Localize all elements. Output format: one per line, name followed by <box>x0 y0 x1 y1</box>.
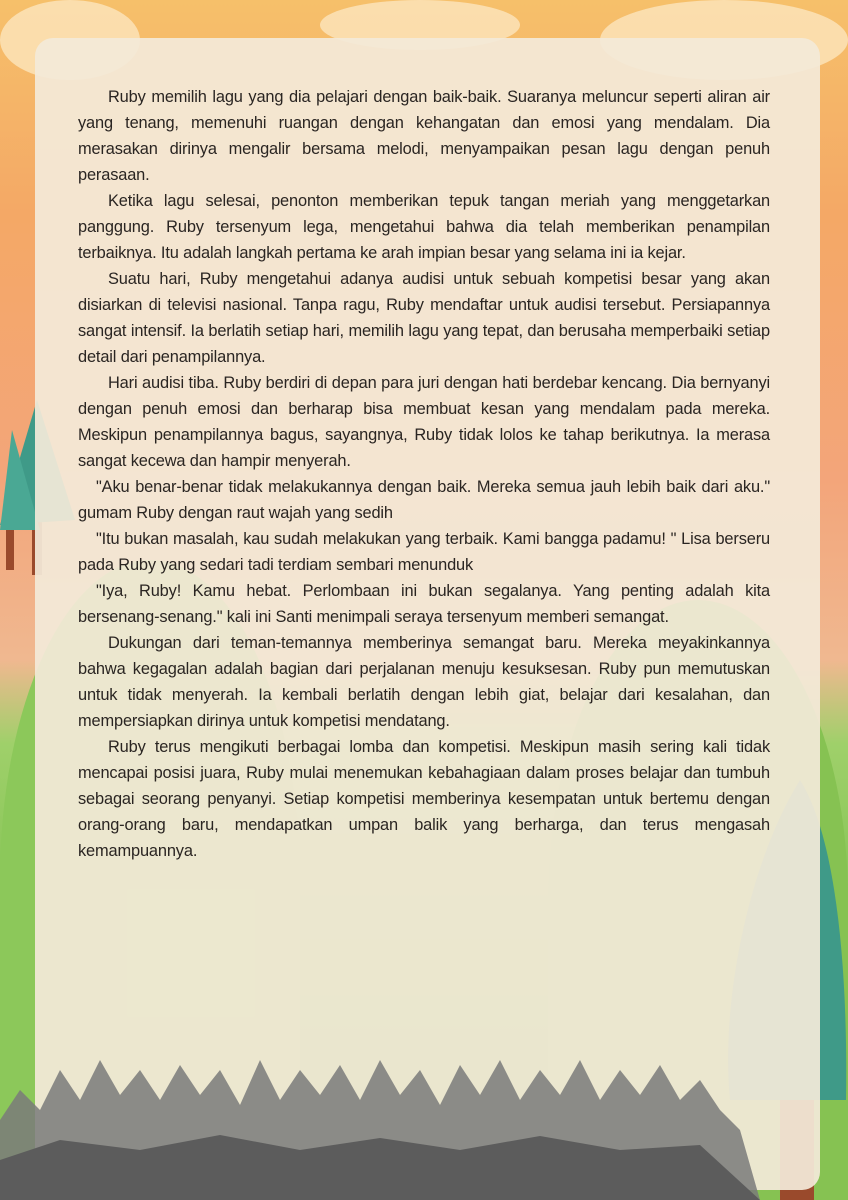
paragraph: "Iya, Ruby! Kamu hebat. Perlombaan ini bukan segalanya. Yang penting adalah kita bersenang-senang." kali ini Santi menimpali seraya tersenyum memberi semangat. <box>78 582 770 626</box>
story-text <box>78 84 770 864</box>
paragraph: Suatu hari, Ruby mengetahui adanya audisi untuk sebuah kompetisi besar yang akan disiarkan di televisi nasional. Tanpa ragu, Ruby mendaftar untuk audisi tersebut. Persiapannya sangat intensif. Ia berlatih setiap hari, memilih lagu yang tepat, dan berusaha memperbaiki setiap detail dari penampilannya. <box>78 270 770 366</box>
paragraph: Dukungan dari teman-temannya memberinya semangat baru. Mereka meyakinkannya bahwa kegagalan adalah bagian dari perjalanan menuju kesuksesan. Ruby pun memutuskan untuk tidak menyerah. Ia kembali berlatih dengan lebih giat, belajar dari kesalahan, dan mempersiapkan dirinya untuk kompetisi mendatang. <box>78 634 770 730</box>
paragraph: Ruby terus mengikuti berbagai lomba dan kompetisi. Meskipun masih sering kali tidak mencapai posisi juara, Ruby mulai menemukan kebahagiaan dalam proses belajar dan tumbuh sebagai seorang penyanyi. Setiap kompetisi memberinya kesempatan untuk bertemu dengan orang-orang baru, mendapatkan umpan balik yang berharga, dan terus mengasah kemampuannya. <box>78 738 770 860</box>
crowd-silhouette-icon <box>0 1000 848 1200</box>
paragraph: Ruby memilih lagu yang dia pelajari dengan baik-baik. Suaranya meluncur seperti aliran air yang tenang, memenuhi ruangan dengan kehangatan dan emosi yang mendalam. Dia merasakan dirinya mengalir bersama melodi, menyampaikan pesan lagu dengan penuh perasaan. <box>78 88 770 184</box>
paragraph: "Itu bukan masalah, kau sudah melakukan yang terbaik. Kami bangga padamu! " Lisa berseru pada Ruby yang sedari tadi terdiam sembari menunduk <box>78 530 770 574</box>
paragraph: "Aku benar-benar tidak melakukannya dengan baik. Mereka semua jauh lebih baik dari aku." gumam Ruby dengan raut wajah yang sedih <box>78 478 770 522</box>
paragraph: Ketika lagu selesai, penonton memberikan tepuk tangan meriah yang menggetarkan panggung. Ruby tersenyum lega, mengetahui bahwa dia telah memberikan penampilan terbaiknya. Itu adalah langkah pertama ke arah impian besar yang selama ini ia kejar. <box>78 192 770 262</box>
paragraph: Hari audisi tiba. Ruby berdiri di depan para juri dengan hati berdebar kencang. Dia bernyanyi dengan penuh emosi dan berharap bisa membuat kesan yang mendalam pada mereka. Meskipun penampilannya bagus, sayangnya, Ruby tidak lolos ke tahap berikutnya. Ia merasa sangat kecewa dan hampir menyerah. <box>78 374 770 470</box>
